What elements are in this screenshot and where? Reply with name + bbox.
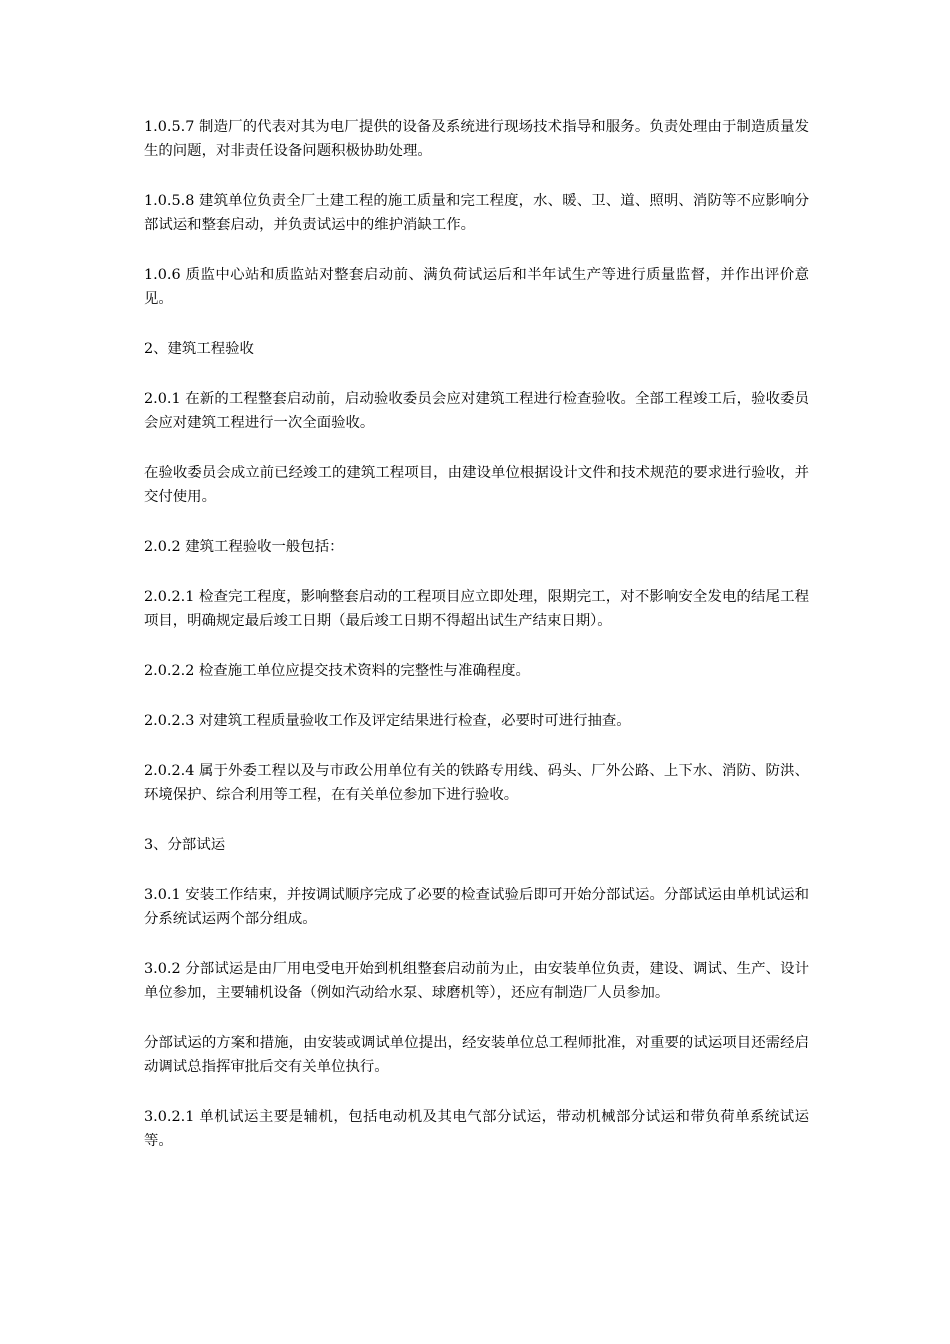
- paragraph-3-0-2-continued: 分部试运的方案和措施，由安装或调试单位提出，经安装单位总工程师批准，对重要的试运项目还需经启动调试总指挥审批后交有关单位执行。: [144, 1035, 809, 1075]
- paragraph-3-0-1: 3.0.1 安装工作结束，并按调试顺序完成了必要的检查试验后即可开始分部试运。分部试运由单机试运和分系统试运两个部分组成。: [144, 887, 809, 927]
- section-heading-2: 2、建筑工程验收: [144, 341, 254, 357]
- paragraph-1-0-5-8: 1.0.5.8 建筑单位负责全厂土建工程的施工质量和完工程度，水、暖、卫、道、照明、消防等不应影响分部试运和整套启动，并负责试运中的维护消缺工作。: [144, 193, 809, 233]
- paragraph-2-0-2-1: 2.0.2.1 检查完工程度，影响整套启动的工程项目应立即处理，限期完工，对不影响安全发电的结尾工程项目，明确规定最后竣工日期（最后竣工日期不得超出试生产结束日期）。: [144, 589, 809, 629]
- paragraph-1-0-6: 1.0.6 质监中心站和质监站对整套启动前、满负荷试运后和半年试生产等进行质量监督，并作出评价意见。: [144, 267, 809, 307]
- document-page: [144, 115, 809, 1179]
- paragraph-2-0-2-3: 2.0.2.3 对建筑工程质量验收工作及评定结果进行检查，必要时可进行抽查。: [144, 713, 631, 729]
- paragraph-2-0-2-4: 2.0.2.4 属于外委工程以及与市政公用单位有关的铁路专用线、码头、厂外公路、上下水、消防、防洪、环境保护、综合利用等工程，在有关单位参加下进行验收。: [144, 763, 809, 803]
- paragraph-2-0-2: 2.0.2 建筑工程验收一般包括：: [144, 539, 344, 555]
- paragraph-2-0-1-continued: 在验收委员会成立前已经竣工的建筑工程项目，由建设单位根据设计文件和技术规范的要求进行验收，并交付使用。: [144, 465, 809, 505]
- section-heading-3: 3、分部试运: [144, 837, 226, 853]
- paragraph-3-0-2-1: 3.0.2.1 单机试运主要是辅机，包括电动机及其电气部分试运，带动机械部分试运和带负荷单系统试运等。: [144, 1109, 809, 1149]
- paragraph-3-0-2: 3.0.2 分部试运是由厂用电受电开始到机组整套启动前为止，由安装单位负责，建设、调试、生产、设计单位参加，主要辅机设备（例如汽动给水泵、球磨机等），还应有制造厂人员参加。: [144, 961, 809, 1001]
- paragraph-1-0-5-7: 1.0.5.7 制造厂的代表对其为电厂提供的设备及系统进行现场技术指导和服务。负责处理由于制造质量发生的问题，对非责任设备问题积极协助处理。: [144, 119, 809, 159]
- paragraph-2-0-2-2: 2.0.2.2 检查施工单位应提交技术资料的完整性与准确程度。: [144, 663, 530, 679]
- paragraph-2-0-1: 2.0.1 在新的工程整套启动前，启动验收委员会应对建筑工程进行检查验收。全部工程竣工后，验收委员会应对建筑工程进行一次全面验收。: [144, 391, 809, 431]
